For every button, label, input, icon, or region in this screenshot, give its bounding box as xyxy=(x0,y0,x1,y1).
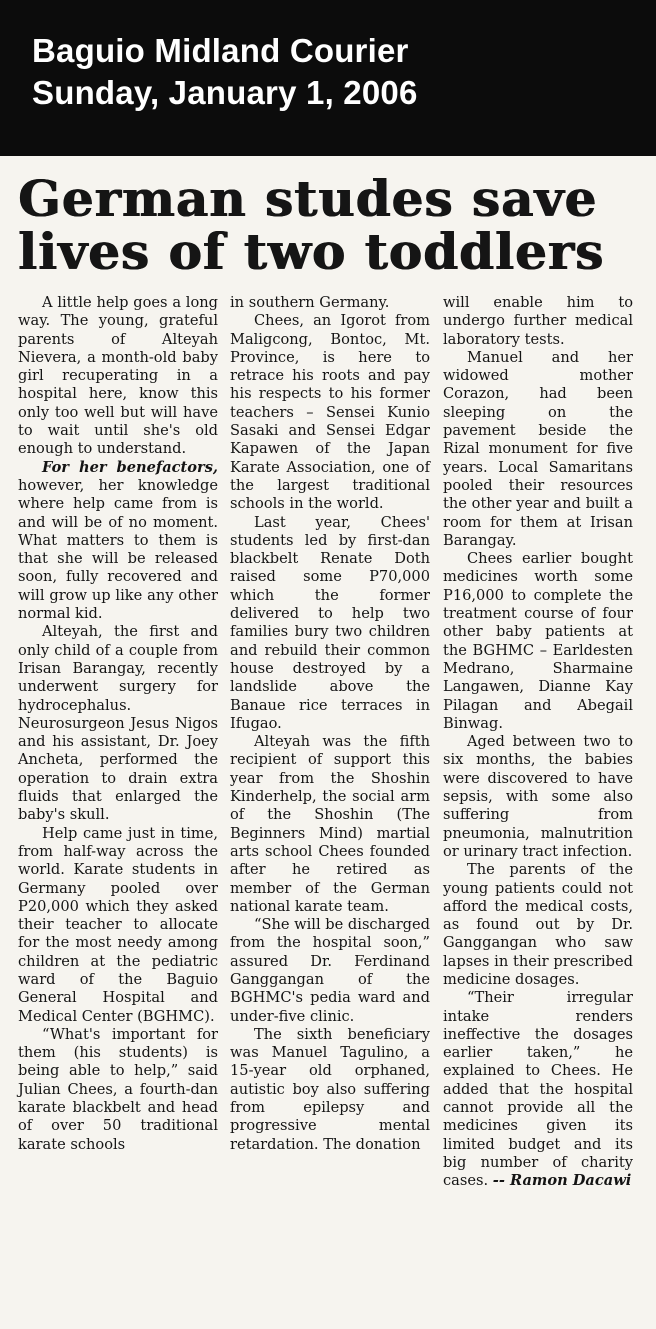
publication-date: Sunday, January 1, 2006 xyxy=(32,74,418,111)
paragraph xyxy=(18,459,218,624)
article-column-1 xyxy=(18,294,218,1154)
article-column-2 xyxy=(230,294,430,1154)
paragraph: Alteyah, the first and only child of a couple from Irisan Barangay, recently underwent surgery for hydrocephalus. Neurosurgeon Jesus Nigos and his assistant, Dr. Joey Ancheta, performed the operation to drain extra fluids that enlarged the baby's skull. xyxy=(18,623,218,824)
publication-banner xyxy=(0,0,656,156)
paragraph: A little help goes a long way. The young, grateful parents of Alteyah Nievera, a month-old baby girl recuperating in a hospital here, know this only too well but will have to wait until she's old enough to understand. xyxy=(18,294,218,458)
headline-line-2: lives of two toddlers xyxy=(18,222,605,281)
article-headline xyxy=(18,169,644,281)
newspaper-clipping xyxy=(0,156,656,1329)
paragraph: Aged between two to six months, the babies were discovered to have sepsis, with some also suffering from pneumonia, malnutrition or urinary tract infection. xyxy=(443,733,633,860)
paragraph-text: however, her knowledge where help came from is and will be of no moment. What matters to them is that she will be released soon, fully recovered and will grow up like any other normal kid. xyxy=(18,476,218,623)
paragraph: Manuel and her widowed mother Corazon, had been sleeping on the pavement beside the Rizal monument for five years. Local Samaritans pooled their resources the other year and built a room for them at Irisan Barangay. xyxy=(443,348,633,549)
byline: -- Ramon Dacawi xyxy=(492,1172,632,1190)
paragraph: Alteyah was the fifth recipient of support this year from the Shoshin Kinderhelp, the social arm of the Shoshin (The Beginners Mind) martial arts school Chees founded after he retired as member of the German national karate team. xyxy=(230,733,430,915)
paragraph: “What's important for them (his students) is being able to help,” said Julian Chees, a fourth-dan karate blackbelt and head of over 50 traditional karate schools xyxy=(18,1025,218,1153)
paragraph xyxy=(443,989,633,1190)
paragraph: Chees, an Igorot from Maligcong, Bontoc, Mt. Province, is here to retrace his roots and pay his respects to his former teachers – Sensei Kunio Sasaki and Sensei Edgar Kapawen of the Japan Karate Association, one of the largest traditional schools in the world. xyxy=(230,312,430,513)
paragraph: Last year, Chees' students led by first-dan blackbelt Renate Doth raised some P70,000 which the former delivered to help two families bury two children and rebuild their common house destroyed by a landslide above the Banaue rice terraces in Ifugao. xyxy=(230,513,430,732)
paragraph: Chees earlier bought medicines worth some P16,000 to complete the treatment course of four other baby patients at the BGHMC – Earldesten Medrano, Sharmaine Langawen, Dianne Kay Pilagan and Abegail Binwag. xyxy=(443,550,633,732)
paragraph: The parents of the young patients could not afford the medical costs, as found out by Dr. Ganggangan who saw lapses in their prescribed medicine dosages. xyxy=(443,861,633,988)
publication-name: Baguio Midland Courier xyxy=(32,32,409,69)
paragraph: The sixth beneficiary was Manuel Tagulino, a 15-year old orphaned, autistic boy also suffering from epilepsy and progressive mental retardation. The donation xyxy=(230,1025,430,1153)
article-column-3 xyxy=(443,294,633,1191)
paragraph-text: “Their irregular intake renders ineffective the dosages earlier taken,” he explained to Chees. He added that the hospital cannot provide all the medicines given its limited budget and its big number of charity cases. xyxy=(443,989,633,1190)
paragraph: in southern Germany. xyxy=(230,294,390,311)
headline-line-1: German studes save xyxy=(18,169,598,228)
paragraph: will enable him to undergo further medical laboratory tests. xyxy=(443,294,633,348)
paragraph: “She will be discharged from the hospital soon,” assured Dr. Ferdinand Ganggangan of the BGHMC's pedia ward and under-five clinic. xyxy=(230,916,430,1025)
paragraph: Help came just in time, from half-way across the world. Karate students in Germany pooled over P20,000 which they asked their teacher to allocate for the most needy among children at the pediatric ward of the Baguio General Hospital and Medical Center (BGHMC). xyxy=(18,824,218,1025)
paragraph-lead: For her benefactors, xyxy=(42,458,218,476)
